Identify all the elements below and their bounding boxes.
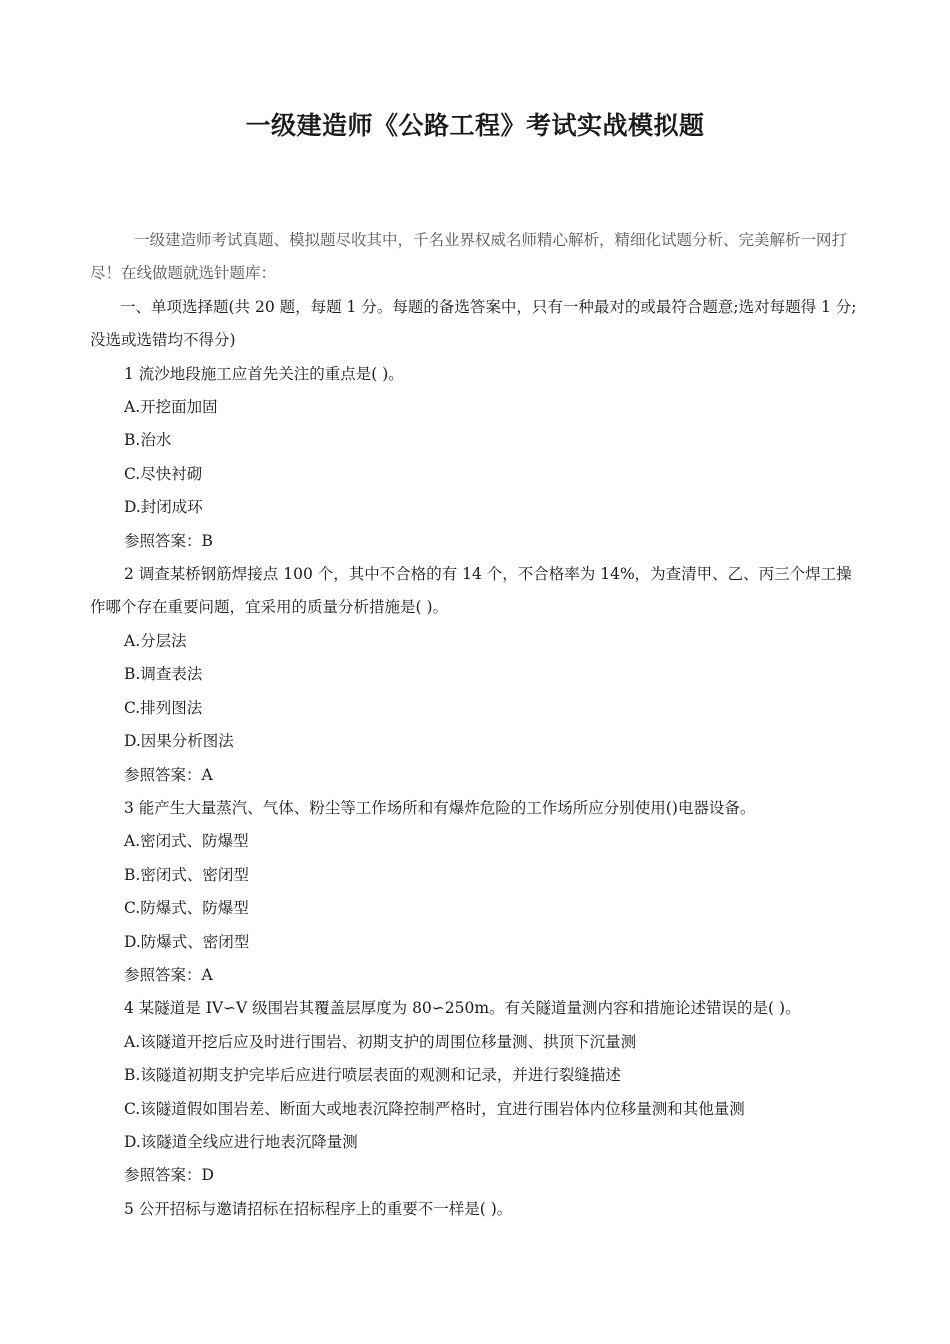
question-option: A.开挖面加固 [124, 398, 218, 417]
question-answer: 参照答案：B [124, 531, 213, 550]
question-option: D.因果分析图法 [124, 732, 234, 751]
question-option: B.调查表法 [124, 665, 203, 684]
question-option: C.防爆式、防爆型 [124, 899, 249, 918]
section-heading: 一、单项选择题(共 20 题，每题 1 分。每题的备选答案中，只有一种最对的或最符合题意;选对每题得 1 分;没选或选错均不得分) [90, 297, 857, 350]
question-list [90, 358, 860, 1227]
question-answer: 参照答案：D [124, 1166, 214, 1185]
question-option: D.封闭成环 [124, 498, 203, 517]
question-option: B.治水 [124, 431, 172, 450]
question-answer: 参照答案：A [124, 765, 213, 784]
question-stem: 3 能产生大量蒸汽、气体、粉尘等工作场所和有爆炸危险的工作场所应分别使用()电器设备。 [124, 798, 756, 817]
question-item [90, 1193, 860, 1226]
question-option: C.尽快衬砌 [124, 464, 203, 483]
question-option: A.分层法 [124, 631, 187, 650]
question-option: D.该隧道全线应进行地表沉降量测 [124, 1132, 358, 1151]
document-body [90, 224, 860, 1226]
question-option: C.排列图法 [124, 698, 203, 717]
question-option: D.防爆式、密闭型 [124, 932, 250, 951]
intro-paragraph: 一级建造师考试真题、模拟题尽收其中，千名业界权威名师精心解析，精细化试题分析、完美解析一网打 尽！在线做题就选针题库： [90, 231, 848, 283]
question-stem: 4 某隧道是 IV∽V 级围岩其覆盖层厚度为 80∽250m。有关隧道量测内容和措施论述错误的是( )。 [124, 999, 801, 1018]
question-option: A.密闭式、防爆型 [124, 832, 249, 851]
question-item [90, 792, 860, 992]
question-option: C.该隧道假如围岩差、断面大或地表沉降控制严格时，宜进行围岩体内位移量测和其他量测 [124, 1099, 745, 1118]
question-item [90, 992, 860, 1192]
question-stem: 5 公开招标与邀请招标在招标程序上的重要不一样是( )。 [124, 1199, 513, 1218]
question-option: B.该隧道初期支护完毕后应进行喷层表面的观测和记录，并进行裂缝描述 [124, 1066, 621, 1085]
question-item [90, 558, 860, 792]
question-answer: 参照答案：A [124, 965, 213, 984]
page-title: 一级建造师《公路工程》考试实战模拟题 [245, 111, 705, 140]
question-option: B.密闭式、密闭型 [124, 865, 249, 884]
question-stem: 1 流沙地段施工应首先关注的重点是( )。 [124, 364, 404, 383]
question-option: A.该隧道开挖后应及时进行围岩、初期支护的周围位移量测、拱顶下沉量测 [124, 1032, 637, 1051]
question-stem: 2 调查某桥钢筋焊接点 100 个，其中不合格的有 14 个，不合格率为 14%，为查清甲、乙、丙三个焊工操作哪个存在重要问题，宜采用的质量分析措施是( )。 [90, 565, 852, 617]
question-item [90, 358, 860, 558]
